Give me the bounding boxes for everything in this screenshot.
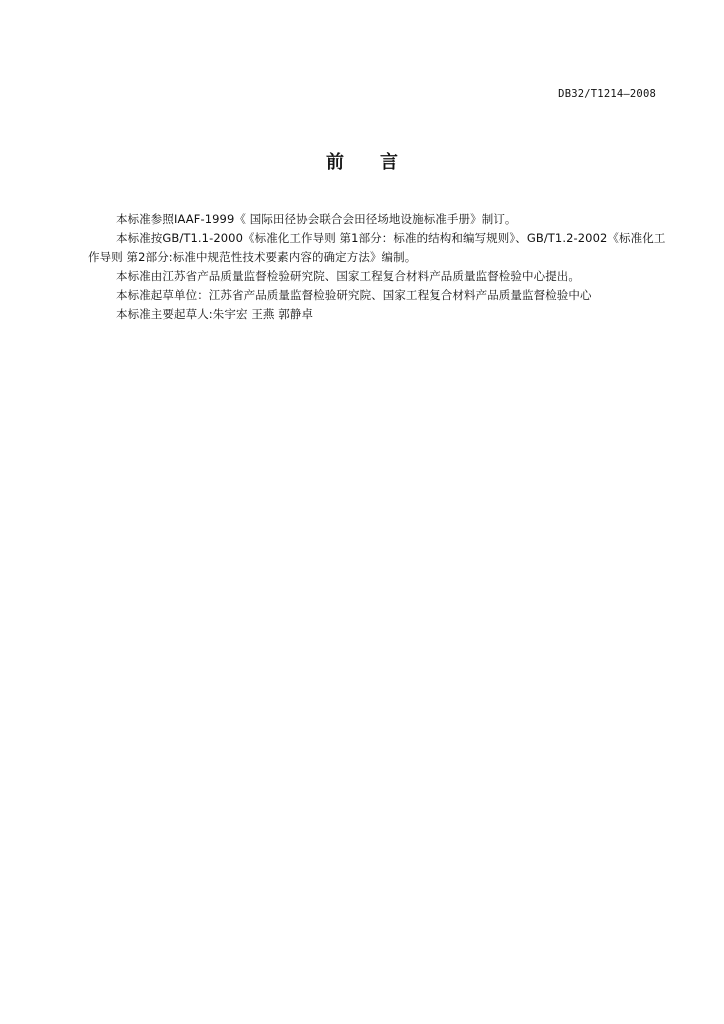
title-char-1: 前 [326, 152, 344, 173]
page-title [0, 148, 724, 174]
foreword-body [88, 210, 668, 324]
paragraph-proposer: 本标准由江苏省产品质量监督检验研究院、国家工程复合材料产品质量监督检验中心提出。 [116, 269, 580, 283]
standard-number: DB32/T1214—2008 [558, 88, 656, 100]
paragraph-drafters: 本标准主要起草人:朱宇宏 王燕 郭静卓 [116, 307, 314, 321]
paragraph-reference: 本标准参照IAAF-1999《 国际田径协会联合会田径场地设施标准手册》制订。 [116, 212, 517, 226]
paragraph-drafting-rules: 本标准按GB/T1.1-2000《标准化工作导则 第1部分：标准的结构和编写规则》、GB/T1.2-2002《标准化工作导则 第2部分:标准中规范性技术要素内容的确定方法》编制。 [88, 231, 666, 264]
title-char-2: 言 [380, 152, 398, 173]
paragraph-drafting-unit: 本标准起草单位：江苏省产品质量监督检验研究院、国家工程复合材料产品质量监督检验中心 [116, 288, 592, 302]
